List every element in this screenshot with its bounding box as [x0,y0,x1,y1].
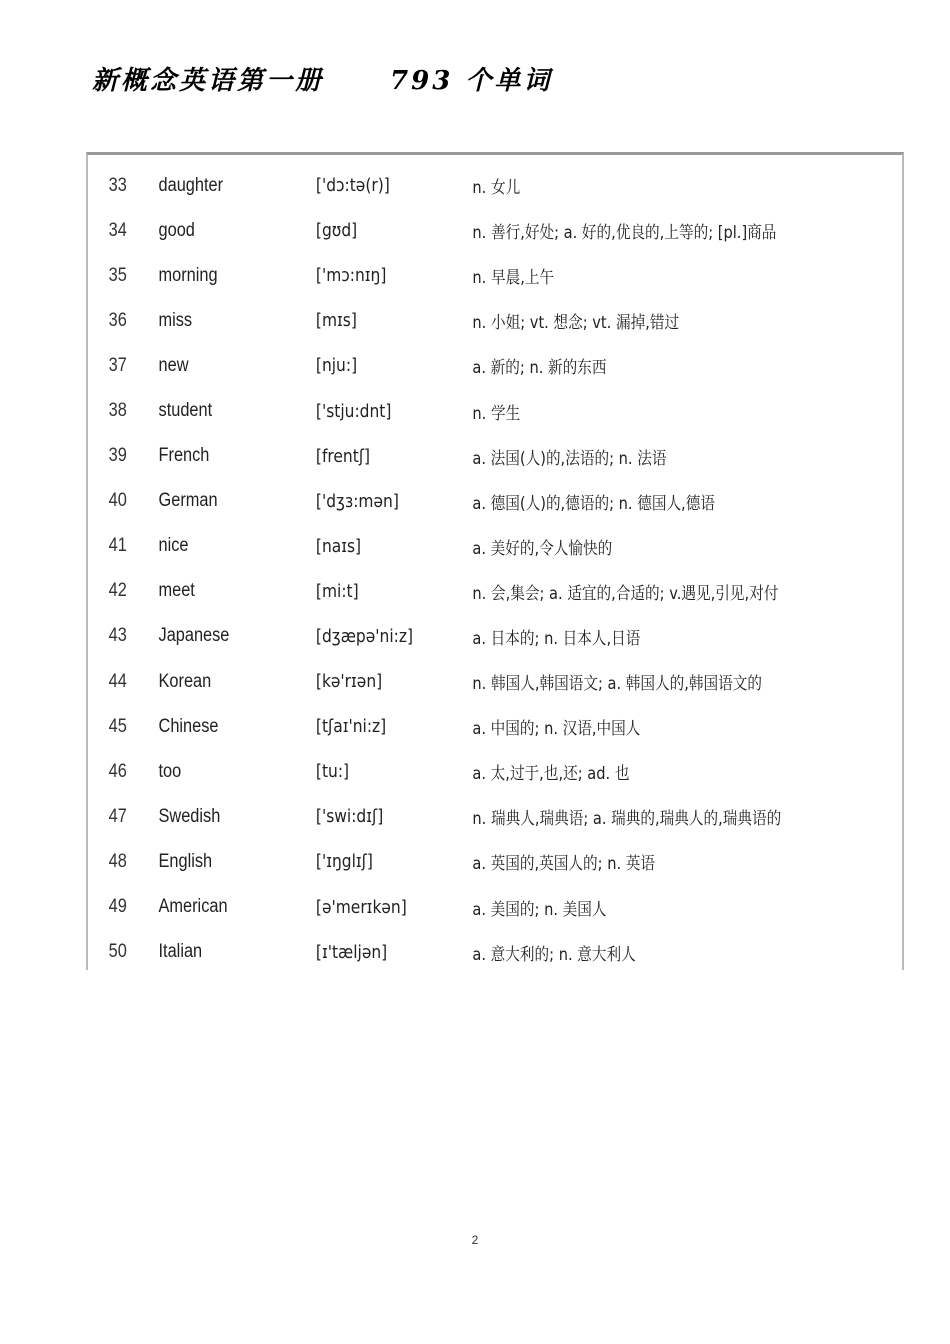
entry-meaning: a. 新的; n. 新的东西 [472,358,607,379]
entry-word: daughter [158,174,224,196]
vocab-row [88,343,788,388]
entry-number: 39 [108,445,127,467]
entry-meaning: n. 善行,好处; a. 好的,优良的,上等的; [pl.]商品 [472,223,777,244]
entry-word: miss [158,309,193,331]
entry-word: Japanese [158,625,230,647]
entry-phonetic: ['stju:dnt] [315,400,392,422]
entry-number: 45 [108,715,127,737]
entry-word: German [158,490,218,512]
entry-number: 42 [108,580,127,602]
entry-meaning: n. 韩国人,韩国语文; a. 韩国人的,韩国语文的 [472,674,763,695]
entry-number: 49 [108,896,127,918]
entry-meaning: n. 女儿 [472,178,521,199]
entry-meaning: a. 德国(人)的,德语的; n. 德国人,德语 [472,493,715,514]
entry-number: 33 [108,174,127,196]
entry-phonetic: [kə'rɪən] [315,671,383,693]
entry-phonetic: [frentʃ] [315,445,371,467]
entry-number: 38 [108,400,127,422]
entry-meaning: a. 意大利的; n. 意大利人 [472,944,636,965]
entry-number: 40 [108,490,127,512]
vocab-row [88,704,788,749]
entry-meaning: n. 小姐; vt. 想念; vt. 漏掉,错过 [472,313,680,334]
vocab-row [88,614,788,659]
entry-meaning: a. 中国的; n. 汉语,中国人 [472,719,641,740]
entry-word: Italian [158,941,203,963]
entry-word: good [158,219,195,241]
entry-number: 44 [108,670,127,692]
entry-word: student [158,400,213,422]
entry-number: 48 [108,850,127,872]
vocab-row [88,749,788,794]
vocab-row [88,479,788,524]
entry-phonetic: [mi:t] [315,580,359,602]
entry-meaning: a. 太,过于,也,还; ad. 也 [472,764,630,785]
entry-meaning: n. 会,集会; a. 适宜的,合适的; v.遇见,引见,对付 [472,583,779,604]
vocab-row [88,163,788,208]
entry-meaning: n. 早晨,上午 [472,268,555,289]
entry-number: 35 [108,264,127,286]
entry-phonetic: [gʊd] [315,220,358,242]
entry-word: too [158,760,182,782]
entry-phonetic: ['ɪŋglɪʃ] [315,851,373,873]
vocab-row [88,569,788,614]
entry-phonetic: [tʃaɪ'ni:z] [315,716,387,738]
vocab-row [88,298,788,343]
entry-meaning: a. 日本的; n. 日本人,日语 [472,628,641,649]
entry-word: Chinese [158,715,219,737]
vocab-row [88,659,788,704]
vocab-row [88,434,788,479]
entry-phonetic: [ɪ'tæljən] [315,941,388,963]
vocabulary-table [86,152,904,970]
entry-phonetic: ['swi:dɪʃ] [315,806,384,828]
vocab-row [88,839,788,884]
entry-meaning: a. 美好的,令人愉快的 [472,538,613,559]
word-count: 793 个单词 [390,65,553,96]
entry-number: 34 [108,219,127,241]
vocab-row [88,930,788,975]
vocab-row [88,253,788,298]
entry-phonetic: ['dʒɜ:mən] [315,490,399,512]
page-heading [92,58,552,98]
vocab-row [88,885,788,930]
vocab-row [88,388,788,433]
entry-number: 50 [108,941,127,963]
entry-word: nice [158,535,189,557]
vocab-row [88,208,788,253]
entry-word: English [158,850,213,872]
entry-phonetic: [tu:] [315,761,350,783]
vocab-row [88,524,788,569]
entry-number: 37 [108,354,127,376]
entry-meaning: n. 瑞典人,瑞典语; a. 瑞典的,瑞典人的,瑞典语的 [472,809,782,830]
entry-word: American [158,896,228,918]
entry-word: French [158,445,210,467]
entry-phonetic: [naɪs] [315,535,362,557]
entry-meaning: a. 法国(人)的,法语的; n. 法语 [472,448,667,469]
entry-word: Swedish [158,805,221,827]
vocab-row [88,794,788,839]
entry-word: Korean [158,670,212,692]
entry-number: 46 [108,760,127,782]
entry-phonetic: ['dɔ:tə(r)] [315,175,390,197]
entry-meaning: a. 美国的; n. 美国人 [472,899,607,920]
entry-number: 43 [108,625,127,647]
entry-word: new [158,354,189,376]
entry-number: 41 [108,535,127,557]
page-number: 2 [471,1233,479,1247]
entry-phonetic: ['mɔ:nɪŋ] [315,265,387,287]
entry-number: 47 [108,805,127,827]
book-title: 新概念英语第一册 [92,65,325,96]
entry-phonetic: [dʒæpə'ni:z] [315,625,414,647]
entry-word: morning [158,264,218,286]
entry-phonetic: [nju:] [315,355,358,377]
entry-number: 36 [108,309,127,331]
entry-meaning: n. 学生 [472,403,521,424]
entry-word: meet [158,580,195,602]
entry-phonetic: [mɪs] [315,310,357,332]
entry-phonetic: [ə'merɪkən] [315,896,407,918]
vocabulary-rows [88,163,902,975]
entry-meaning: a. 英国的,英国人的; n. 英语 [472,854,656,875]
